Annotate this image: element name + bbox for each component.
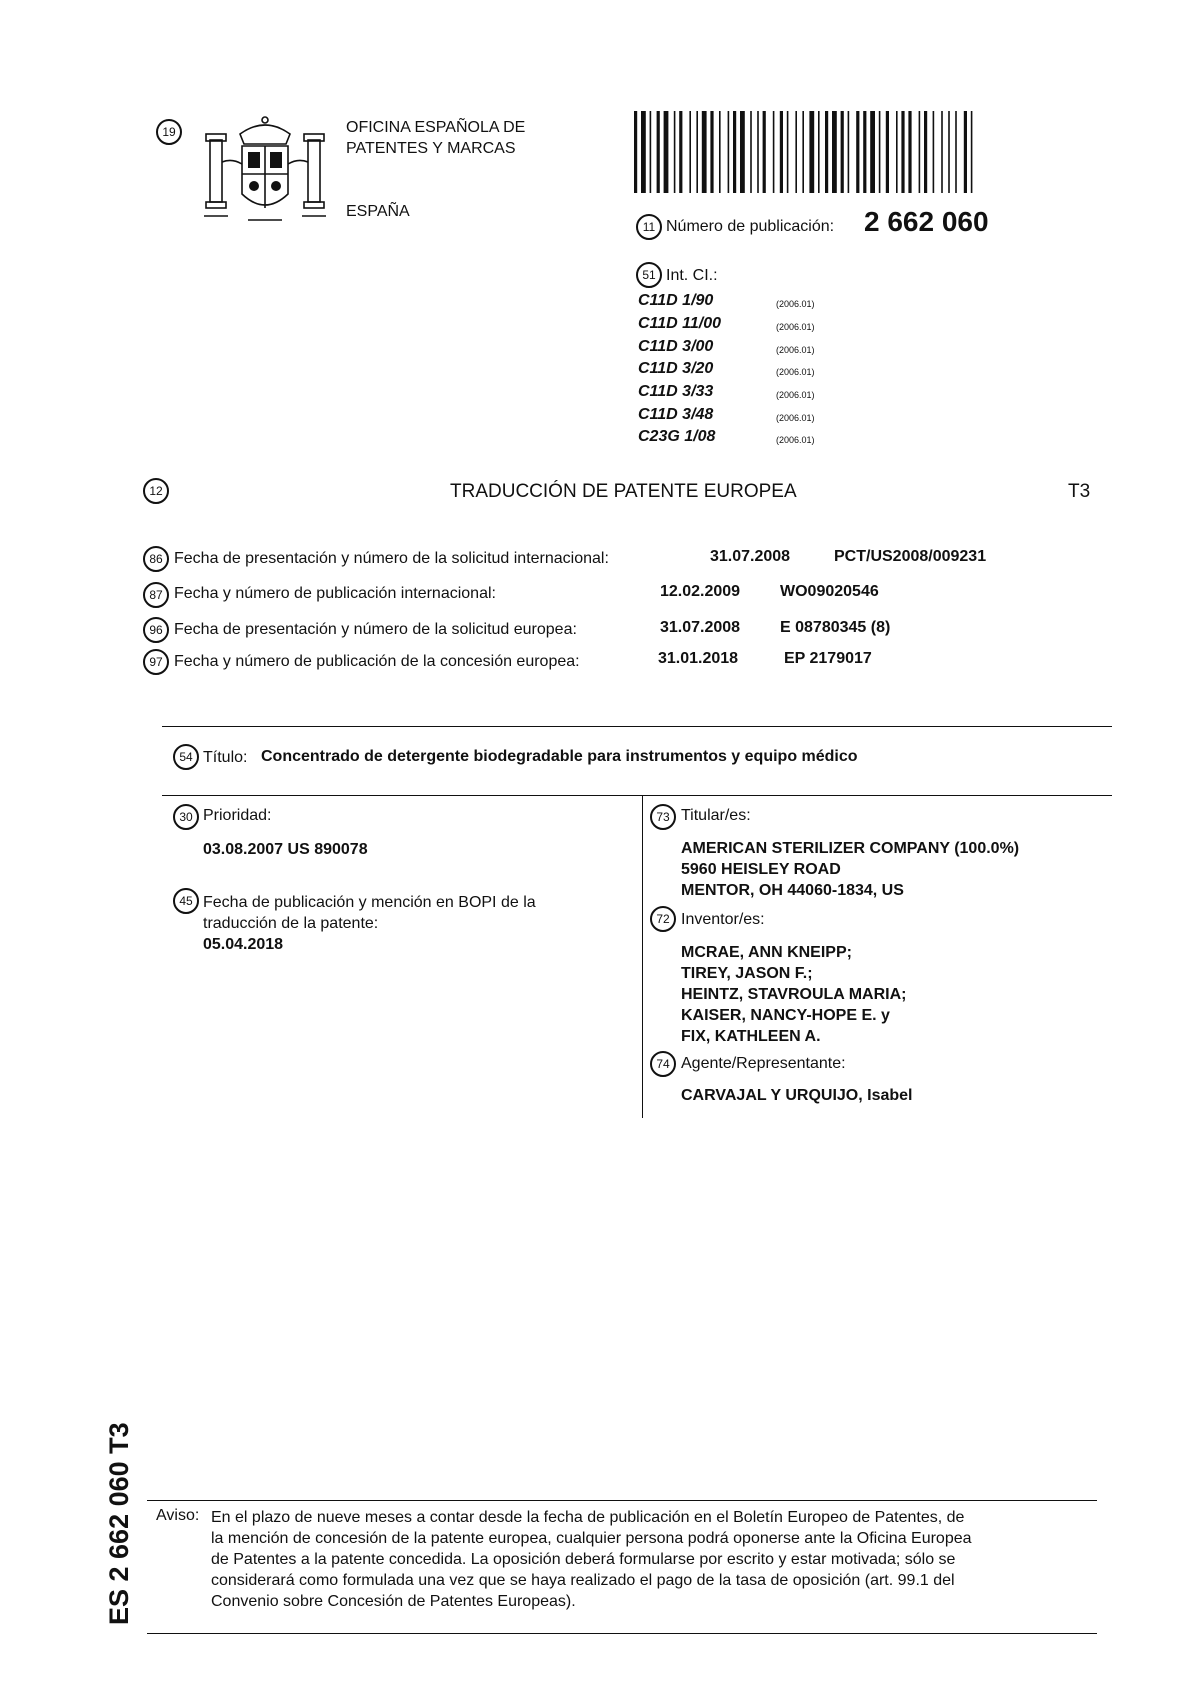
date-row-date: 31.01.2018 [658,650,739,667]
barcode [634,111,1084,193]
notice-line: la mención de concesión de la patente europea, cualquier persona podrá oponerse ante la Oficina Europea [211,1530,972,1547]
priority-label: Prioridad: [203,807,272,824]
classification-code: C11D 11/00 [638,315,722,332]
publication-number-label: Número de publicación: [666,218,835,235]
inid-97: 97 [143,649,169,675]
classification-version: (2006.01) [776,322,815,332]
title-label: Título: [203,749,248,766]
holder-line: AMERICAN STERILIZER COMPANY (100.0%) [681,840,1020,857]
date-row-label: Fecha de presentación y número de la solicitud europea: [174,621,577,638]
notice-label: Aviso: [156,1507,200,1524]
divider [147,1500,1097,1501]
bopi-label-line2: traducción de la patente: [203,915,379,932]
agent-label: Agente/Representante: [681,1055,846,1072]
date-row-date: 31.07.2008 [710,548,791,565]
inventor-line: FIX, KATHLEEN A. [681,1028,821,1045]
inid-74: 74 [650,1051,676,1077]
date-row-label: Fecha de presentación y número de la solicitud internacional: [174,550,609,567]
date-row-date: 31.07.2008 [660,619,741,636]
inventor-line: MCRAE, ANN KNEIPP; [681,944,852,961]
inid-30: 30 [173,804,199,830]
date-row-label: Fecha y número de publicación internacional: [174,585,496,602]
side-publication-label: ES 2 662 060 T3 [104,1422,134,1625]
invention-title: Concentrado de detergente biodegradable para instrumentos y equipo médico [261,748,858,765]
coat-of-arms-icon [204,112,326,224]
classification-code: C23G 1/08 [638,428,716,445]
classification-version: (2006.01) [776,299,815,309]
office-name-line1: OFICINA ESPAÑOLA DE [346,119,526,136]
int-cl-label: Int. CI.: [666,267,718,284]
classification-code: C11D 1/90 [638,292,714,309]
inid-45: 45 [173,888,199,914]
classification-code: C11D 3/48 [638,406,714,423]
column-divider [642,796,643,1118]
inid-19: 19 [156,119,182,145]
priority-value: 03.08.2007 US 890078 [203,841,368,858]
document-kind-code: T3 [1068,481,1091,502]
document-type-title: TRADUCCIÓN DE PATENTE EUROPEA [450,481,797,502]
publication-number: 2 662 060 [864,206,989,237]
classification-code: C11D 3/33 [638,383,714,400]
country-name: ESPAÑA [346,203,410,220]
classification-version: (2006.01) [776,367,815,377]
inid-12: 12 [143,478,169,504]
bopi-value: 05.04.2018 [203,936,284,953]
date-row-number: PCT/US2008/009231 [834,548,987,565]
classification-version: (2006.01) [776,390,815,400]
office-name-line2: PATENTES Y MARCAS [346,140,516,157]
inid-96: 96 [143,617,169,643]
notice-line: Convenio sobre Concesión de Patentes Europeas). [211,1593,576,1610]
classification-version: (2006.01) [776,413,815,423]
holder-line: 5960 HEISLEY ROAD [681,861,841,878]
date-row-number: WO09020546 [780,583,879,600]
notice-line: de Patentes a la patente concedida. La oposición deberá formularse por escrito y estar motivada; sólo se [211,1551,956,1568]
agent-value: CARVAJAL Y URQUIJO, Isabel [681,1087,913,1104]
inid-87: 87 [143,582,169,608]
divider [147,1633,1097,1634]
notice-line: En el plazo de nueve meses a contar desde la fecha de publicación en el Boletín Europeo de Patentes, de [211,1509,965,1526]
inventor-line: TIREY, JASON F.; [681,965,813,982]
holder-label: Titular/es: [681,807,751,824]
date-row-number: E 08780345 (8) [780,619,891,636]
bopi-label-line1: Fecha de publicación y mención en BOPI de la [203,894,536,911]
classification-version: (2006.01) [776,345,815,355]
inid-73: 73 [650,804,676,830]
inid-72: 72 [650,906,676,932]
inid-54: 54 [173,744,199,770]
inid-11: 11 [636,214,662,240]
classification-code: C11D 3/00 [638,338,714,355]
date-row-label: Fecha y número de publicación de la concesión europea: [174,653,580,670]
inventor-line: KAISER, NANCY-HOPE E. y [681,1007,890,1024]
divider [162,795,1112,796]
inventor-line: HEINTZ, STAVROULA MARIA; [681,986,907,1003]
holder-line: MENTOR, OH 44060-1834, US [681,882,904,899]
divider [162,726,1112,727]
inid-51: 51 [636,262,662,288]
date-row-date: 12.02.2009 [660,583,741,600]
date-row-number: EP 2179017 [784,650,872,667]
classification-code: C11D 3/20 [638,360,714,377]
classification-version: (2006.01) [776,435,815,445]
notice-line: considerará como formulada una vez que se haya realizado el pago de la tasa de oposición (art. 99.1 del [211,1572,955,1589]
inid-86: 86 [143,546,169,572]
inventors-label: Inventor/es: [681,911,765,928]
